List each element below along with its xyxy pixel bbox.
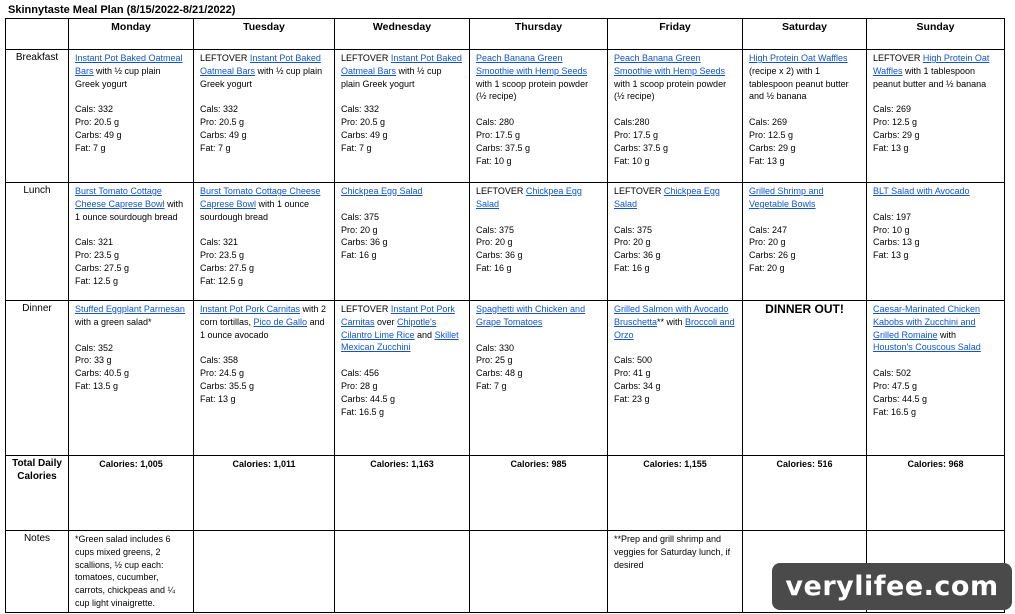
meal-text: with 1 ounce sourdough bread — [75, 198, 184, 222]
nutrition-line: Carbs: 49 g — [341, 129, 388, 140]
recipe-link[interactable]: Instant Pot Pork Carnitas — [341, 304, 455, 327]
header-row — [6, 19, 1005, 50]
breakfast-cell-thursday — [470, 50, 608, 183]
meal-description — [614, 52, 736, 103]
breakfast-cell-sunday — [867, 50, 1005, 183]
recipe-link[interactable]: Peach Banana Green Smoothie with Hemp Seeds — [476, 53, 588, 76]
nutrition-line: Fat: 12.5 g — [200, 275, 244, 286]
breakfast-cell-wednesday — [335, 50, 470, 183]
nutrition-info — [614, 354, 736, 405]
nutrition-line: Cals: 456 — [341, 368, 380, 379]
nutrition-line: Fat: 7 g — [476, 380, 507, 391]
total-calories-thursday: Calories: 985 — [470, 456, 608, 531]
nutrition-info — [200, 354, 328, 405]
meal-description — [75, 303, 187, 329]
row-label-dinner: Dinner — [6, 301, 69, 456]
nutrition-line: Carbs: 49 g — [75, 129, 122, 140]
total-calories-sunday: Calories: 968 — [867, 456, 1005, 531]
nutrition-info — [873, 103, 998, 154]
meal-description — [476, 303, 601, 329]
nutrition-line: Carbs: 37.5 g — [476, 142, 531, 153]
recipe-link[interactable]: Pico de Gallo — [253, 316, 308, 327]
meal-description — [873, 52, 998, 90]
meal-description — [75, 52, 187, 90]
nutrition-line: Fat: 13 g — [749, 155, 785, 166]
nutrition-line: Carbs: 48 g — [476, 368, 523, 379]
nutrition-info — [75, 342, 187, 393]
nutrition-info — [200, 103, 328, 154]
nutrition-line: Fat: 16.5 g — [341, 406, 385, 417]
nutrition-line: Carbs: 36 g — [341, 237, 388, 248]
nutrition-line: Carbs: 35.5 g — [200, 380, 255, 391]
meal-text: LEFTOVER — [341, 304, 391, 314]
meal-description — [200, 52, 328, 90]
recipe-link[interactable]: Caesar-Marinated Chicken Kabobs with Zucchini and Grilled Romaine — [873, 304, 981, 340]
nutrition-line: Fat: 20 g — [749, 262, 785, 273]
nutrition-line: Cals: 321 — [200, 237, 239, 248]
nutrition-line: Pro: 20.5 g — [75, 117, 120, 128]
breakfast-cell-friday — [608, 50, 743, 183]
nutrition-line: Carbs: 26 g — [749, 250, 796, 261]
dinner-cell-saturday — [743, 301, 867, 456]
meal-text: with ½ cup plain Greek yogurt — [75, 65, 161, 89]
nutrition-info — [341, 367, 463, 418]
nutrition-line: Pro: 20 g — [476, 237, 513, 248]
nutrition-line: Fat: 10 g — [476, 155, 512, 166]
meal-description — [614, 303, 736, 341]
nutrition-line: Cals: 247 — [749, 224, 788, 235]
meal-text: LEFTOVER — [873, 53, 923, 63]
meal-text: and — [414, 329, 435, 340]
nutrition-line: Pro: 20.5 g — [341, 117, 386, 128]
nutrition-line: Cals: 330 — [476, 342, 515, 353]
recipe-link[interactable]: Houston's Couscous Salad — [873, 342, 981, 353]
nutrition-line: Carbs: 44.5 g — [341, 393, 396, 404]
recipe-link[interactable]: Stuffed Eggplant Parmesan — [75, 304, 185, 314]
row-label-notes: Notes — [6, 531, 69, 613]
nutrition-line: Fat: 16 g — [614, 262, 650, 273]
day-header-sunday: Sunday — [867, 19, 1005, 50]
day-header-friday: Friday — [608, 19, 743, 50]
lunch-cell-friday — [608, 183, 743, 301]
recipe-link[interactable]: Spaghetti with Chicken and Grape Tomatoes — [476, 304, 586, 327]
nutrition-line: Fat: 16 g — [341, 250, 377, 261]
nutrition-line: Cals: 502 — [873, 368, 912, 379]
recipe-link[interactable]: BLT Salad with Avocado — [873, 186, 970, 196]
meal-description — [75, 185, 187, 223]
meal-text: LEFTOVER — [476, 186, 526, 196]
recipe-link[interactable]: Instant Pot Baked Oatmeal Bars — [200, 53, 321, 76]
nutrition-line: Pro: 12.5 g — [873, 117, 918, 128]
recipe-link[interactable]: Instant Pot Baked Oatmeal Bars — [341, 53, 462, 76]
nutrition-line: Pro: 33 g — [75, 355, 112, 366]
lunch-cell-monday — [69, 183, 194, 301]
meal-description — [476, 52, 601, 103]
recipe-link[interactable]: Grilled Shrimp and Vegetable Bowls — [749, 186, 824, 209]
nutrition-info — [749, 224, 860, 275]
total-calories-saturday: Calories: 516 — [743, 456, 867, 531]
day-header-wednesday: Wednesday — [335, 19, 470, 50]
nutrition-line: Cals: 321 — [75, 237, 114, 248]
nutrition-info — [75, 103, 187, 154]
meal-description — [476, 185, 601, 211]
nutrition-line: Pro: 28 g — [341, 380, 378, 391]
nutrition-line: Carbs: 27.5 g — [200, 262, 255, 273]
day-header-tuesday: Tuesday — [194, 19, 335, 50]
dinner-cell-monday — [69, 301, 194, 456]
dinner-cell-sunday — [867, 301, 1005, 456]
nutrition-line: Fat: 13 g — [873, 250, 909, 261]
dinner-cell-tuesday — [194, 301, 335, 456]
nutrition-line: Fat: 10 g — [614, 155, 650, 166]
nutrition-line: Fat: 13 g — [873, 142, 909, 153]
nutrition-line: Pro: 47.5 g — [873, 380, 918, 391]
recipe-link[interactable]: Instant Pot Baked Oatmeal Bars — [75, 53, 183, 76]
lunch-row — [6, 183, 1005, 301]
total-calories-friday: Calories: 1,155 — [608, 456, 743, 531]
nutrition-line: Cals: 332 — [341, 104, 380, 115]
dinner-cell-friday — [608, 301, 743, 456]
recipe-link[interactable]: Burst Tomato Cottage Cheese Caprese Bowl — [200, 186, 321, 209]
meal-text: with 1 scoop protein powder (½ recipe) — [476, 78, 589, 102]
meal-text: over — [374, 316, 398, 327]
nutrition-line: Fat: 13 g — [200, 393, 236, 404]
nutrition-line: Cals: 375 — [614, 224, 653, 235]
meal-text: (recipe x 2) with 1 tablespoon peanut butter and ½ banana — [749, 65, 849, 102]
nutrition-line: Pro: 25 g — [476, 355, 513, 366]
meal-description — [341, 52, 463, 90]
nutrition-line: Pro: 20 g — [341, 224, 378, 235]
recipe-link[interactable]: Chickpea Egg Salad — [476, 186, 582, 209]
recipe-link[interactable]: Instant Pot Pork Carnitas — [200, 304, 301, 314]
meal-text: with — [937, 329, 957, 340]
meal-description — [614, 185, 736, 211]
nutrition-info — [873, 367, 998, 418]
nutrition-line: Pro: 20 g — [749, 237, 786, 248]
dinner-cell-thursday — [470, 301, 608, 456]
day-header-thursday: Thursday — [470, 19, 608, 50]
recipe-link[interactable]: Broccoli and Orzo — [614, 316, 735, 340]
nutrition-line: Cals: 352 — [75, 342, 114, 353]
recipe-link[interactable]: Chickpea Egg Salad — [341, 186, 423, 196]
recipe-link[interactable]: High Protein Oat Waffles — [749, 53, 848, 63]
nutrition-line: Fat: 16 g — [476, 262, 512, 273]
nutrition-line: Pro: 41 g — [614, 368, 651, 379]
meal-text: ** with — [657, 316, 686, 327]
page-title: Skinnytaste Meal Plan (8/15/2022-8/21/2022) — [8, 4, 236, 16]
meal-description — [749, 52, 860, 103]
recipe-link[interactable]: Burst Tomato Cottage Cheese Caprese Bowl — [75, 186, 165, 209]
nutrition-line: Pro: 17.5 g — [476, 129, 521, 140]
meal-text: with 1 ounce sourdough bread — [200, 198, 310, 222]
breakfast-cell-saturday — [743, 50, 867, 183]
nutrition-line: Cals: 280 — [476, 117, 515, 128]
meal-text: with 2 corn tortillas, — [200, 304, 327, 327]
meal-text: with ½ cup plain Greek yogurt — [200, 65, 323, 89]
nutrition-line: Carbs: 36 g — [476, 250, 523, 261]
nutrition-line: Carbs: 49 g — [200, 129, 247, 140]
note-cell-wednesday — [335, 531, 470, 613]
nutrition-line: Pro: 20 g — [614, 237, 651, 248]
note-cell-friday: **Prep and grill shrimp and veggies for Saturday lunch, if desired — [608, 531, 743, 613]
nutrition-line: Cals: 197 — [873, 211, 912, 222]
nutrition-line: Fat: 16.5 g — [873, 406, 917, 417]
nutrition-line: Fat: 7 g — [341, 142, 372, 153]
nutrition-line: Cals: 358 — [200, 355, 239, 366]
total-calories-tuesday: Calories: 1,011 — [194, 456, 335, 531]
meal-description — [200, 303, 328, 341]
nutrition-line: Cals:280 — [614, 117, 650, 128]
nutrition-line: Pro: 17.5 g — [614, 129, 659, 140]
breakfast-row — [6, 50, 1005, 183]
meal-description — [341, 185, 463, 198]
lunch-cell-saturday — [743, 183, 867, 301]
nutrition-info — [614, 116, 736, 167]
row-label-breakfast: Breakfast — [6, 50, 69, 183]
nutrition-line: Carbs: 36 g — [614, 250, 661, 261]
meal-description — [873, 185, 998, 198]
nutrition-line: Pro: 23.5 g — [200, 250, 245, 261]
total-row — [6, 456, 1005, 531]
nutrition-info — [341, 103, 463, 154]
day-header-saturday: Saturday — [743, 19, 867, 50]
recipe-link[interactable]: Chickpea Egg Salad — [614, 186, 720, 209]
meal-text: LEFTOVER — [341, 53, 391, 63]
nutrition-info — [476, 342, 601, 393]
nutrition-line: Pro: 20.5 g — [200, 117, 245, 128]
meal-description — [200, 185, 328, 223]
nutrition-info — [75, 236, 187, 287]
row-label-total: Total Daily Calories — [6, 456, 69, 531]
lunch-cell-wednesday — [335, 183, 470, 301]
nutrition-line: Cals: 332 — [75, 104, 114, 115]
meal-text: LEFTOVER — [614, 186, 664, 196]
nutrition-line: Carbs: 37.5 g — [614, 142, 669, 153]
recipe-link[interactable]: Peach Banana Green Smoothie with Hemp Seeds — [614, 53, 726, 76]
row-label-lunch: Lunch — [6, 183, 69, 301]
note-cell-tuesday — [194, 531, 335, 613]
meal-text: with a green salad* — [75, 316, 152, 327]
nutrition-line: Pro: 24.5 g — [200, 368, 245, 379]
nutrition-line: Carbs: 40.5 g — [75, 368, 130, 379]
meal-text: LEFTOVER — [200, 53, 250, 63]
lunch-cell-sunday — [867, 183, 1005, 301]
recipe-link[interactable]: High Protein Oat Waffles — [873, 53, 990, 76]
nutrition-line: Pro: 12.5 g — [749, 129, 794, 140]
nutrition-line: Fat: 23 g — [614, 393, 650, 404]
total-calories-monday: Calories: 1,005 — [69, 456, 194, 531]
nutrition-info — [200, 236, 328, 287]
meal-text: with 1 scoop protein powder (½ recipe) — [614, 78, 727, 102]
nutrition-info — [614, 224, 736, 275]
recipe-link[interactable]: Chipotle's Cilantro Lime Rice — [341, 316, 437, 340]
lunch-cell-thursday — [470, 183, 608, 301]
nutrition-line: Carbs: 34 g — [614, 380, 661, 391]
nutrition-info — [341, 211, 463, 262]
nutrition-info — [873, 211, 998, 262]
nutrition-line: Fat: 12.5 g — [75, 275, 119, 286]
recipe-link[interactable]: Skillet Mexican Zucchini — [341, 329, 459, 353]
meal-text: and 1 ounce avocado — [200, 316, 325, 340]
meal-description — [873, 303, 998, 354]
nutrition-line: Fat: 7 g — [200, 142, 231, 153]
dinner-cell-wednesday — [335, 301, 470, 456]
nutrition-line: Cals: 500 — [614, 355, 653, 366]
day-header-monday: Monday — [69, 19, 194, 50]
corner-cell — [6, 19, 69, 50]
nutrition-line: Cals: 375 — [341, 211, 380, 222]
dinner-out-label: DINNER OUT! — [765, 302, 844, 316]
meal-description — [749, 185, 860, 211]
nutrition-info — [749, 116, 860, 167]
nutrition-line: Fat: 7 g — [75, 142, 106, 153]
breakfast-cell-monday — [69, 50, 194, 183]
total-calories-wednesday: Calories: 1,163 — [335, 456, 470, 531]
meal-description — [341, 303, 463, 354]
nutrition-line: Pro: 23.5 g — [75, 250, 120, 261]
nutrition-line: Carbs: 29 g — [749, 142, 796, 153]
nutrition-line: Cals: 332 — [200, 104, 239, 115]
recipe-link[interactable]: Grilled Salmon with Avocado Bruschetta — [614, 304, 729, 327]
nutrition-line: Pro: 10 g — [873, 224, 910, 235]
breakfast-cell-tuesday — [194, 50, 335, 183]
nutrition-line: Cals: 269 — [873, 104, 912, 115]
nutrition-info — [476, 224, 601, 275]
nutrition-line: Carbs: 27.5 g — [75, 262, 130, 273]
meal-text: with ½ cup plain Greek yogurt — [341, 65, 442, 89]
note-cell-thursday — [470, 531, 608, 613]
meal-plan-table — [5, 18, 1005, 613]
nutrition-line: Carbs: 29 g — [873, 129, 920, 140]
nutrition-line: Cals: 269 — [749, 117, 788, 128]
nutrition-line: Fat: 13.5 g — [75, 380, 119, 391]
watermark: verylifee.com — [772, 563, 1012, 610]
nutrition-line: Carbs: 44.5 g — [873, 393, 928, 404]
nutrition-line: Carbs: 13 g — [873, 237, 920, 248]
lunch-cell-tuesday — [194, 183, 335, 301]
nutrition-info — [476, 116, 601, 167]
nutrition-line: Cals: 375 — [476, 224, 515, 235]
dinner-row — [6, 301, 1005, 456]
meal-text: with 1 tablespoon peanut butter and ½ banana — [873, 65, 987, 89]
note-cell-monday: *Green salad includes 6 cups mixed greens, 2 scallions, ½ cup each: tomatoes, cucumber, carrots, chickpeas and ¼ cup light vinaigrette. — [69, 531, 194, 613]
